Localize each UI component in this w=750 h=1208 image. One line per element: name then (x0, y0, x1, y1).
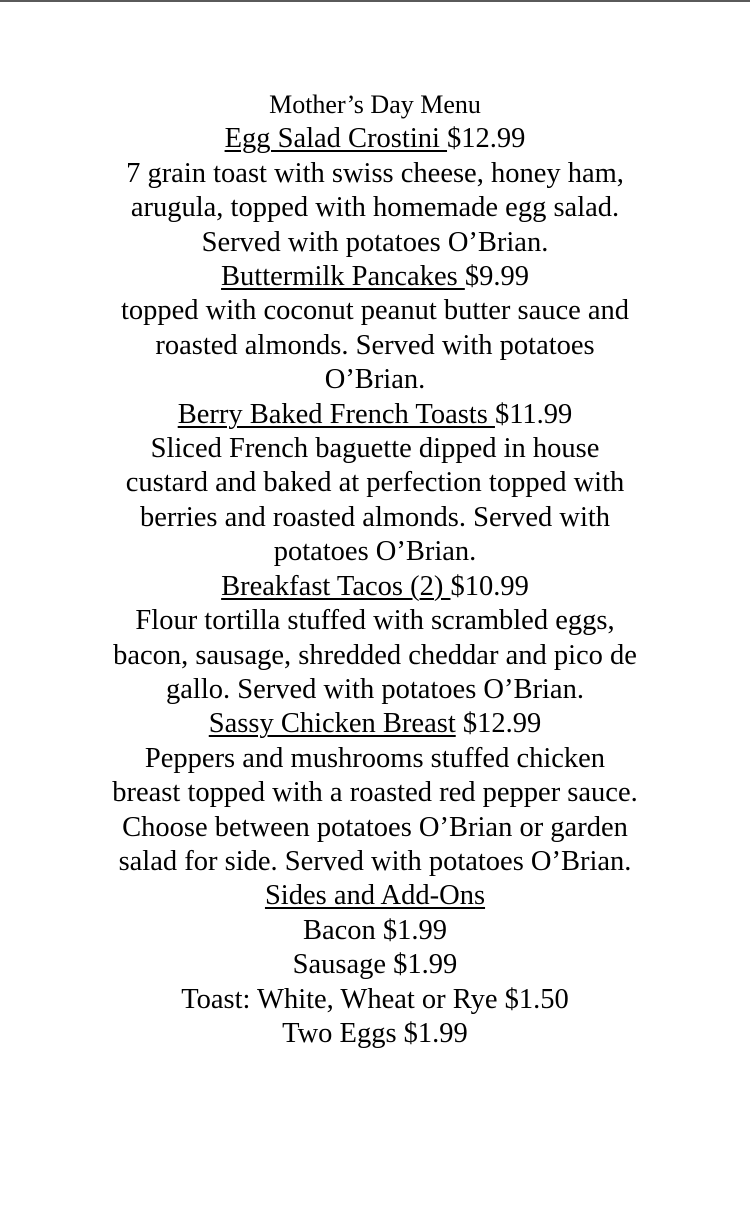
sides-section (0, 879, 750, 1051)
menu-item-egg-salad-crostini (0, 122, 750, 260)
item-heading (0, 570, 750, 604)
item-description-line: roasted almonds. Served with potatoes (155, 329, 595, 361)
menu (0, 88, 750, 1051)
item-description-line: 7 grain toast with swiss cheese, honey ham, (126, 157, 624, 189)
item-description-line: arugula, topped with homemade egg salad. (130, 192, 620, 224)
item-description-line: breast topped with a roasted red pepper sauce. (112, 777, 638, 809)
item-description-line: Sliced French baguette dipped in house (150, 433, 600, 465)
sides-heading-text: Sides and Add-Ons (264, 880, 486, 912)
side-item-toast: Toast: White, Wheat or Rye $1.50 (181, 983, 569, 1015)
menu-title: Mother’s Day Menu (269, 90, 481, 119)
item-name: Berry Baked French Toasts (177, 398, 495, 430)
item-description-line: O’Brian. (324, 364, 426, 396)
item-price: $12.99 (455, 708, 542, 740)
item-price: $10.99 (450, 570, 529, 602)
item-description-line: Choose between potatoes O’Brian or garden (122, 811, 628, 843)
item-description-line: potatoes O’Brian. (273, 536, 477, 568)
item-name: Sassy Chicken Breast (208, 708, 456, 740)
item-description-line: gallo. Served with potatoes O’Brian. (166, 673, 584, 705)
item-name: Breakfast Tacos (2) (221, 570, 451, 602)
item-price: $12.99 (447, 123, 526, 155)
item-name: Egg Salad Crostini (224, 123, 448, 155)
side-item-bacon: Bacon $1.99 (302, 914, 448, 946)
item-price: $11.99 (494, 398, 573, 430)
menu-item-sassy-chicken-breast (0, 707, 750, 879)
item-description-line: Flour tortilla stuffed with scrambled eggs, (135, 605, 615, 637)
item-price: $9.99 (464, 261, 529, 293)
item-name: Buttermilk Pancakes (221, 261, 465, 293)
item-description-line: salad for side. Served with potatoes O’Brian. (118, 845, 632, 877)
item-description-line: Peppers and mushrooms stuffed chicken (144, 742, 606, 774)
item-heading (0, 260, 750, 294)
item-description-line: bacon, sausage, shredded cheddar and pico de (113, 639, 637, 671)
side-item-sausage: Sausage $1.99 (292, 949, 458, 981)
item-description-line: topped with coconut peanut butter sauce and (120, 295, 630, 327)
top-border (0, 0, 750, 2)
item-description-line: Served with potatoes O’Brian. (201, 226, 549, 258)
menu-item-berry-baked-french-toasts (0, 398, 750, 570)
item-description-line: custard and baked at perfection topped with (125, 467, 625, 499)
item-heading (0, 707, 750, 741)
item-description-line: berries and roasted almonds. Served with (139, 501, 611, 533)
menu-item-breakfast-tacos (0, 570, 750, 708)
item-heading (0, 398, 750, 432)
item-heading (0, 122, 750, 156)
side-item-two-eggs: Two Eggs $1.99 (282, 1017, 468, 1049)
menu-item-buttermilk-pancakes (0, 260, 750, 398)
sides-heading (0, 879, 750, 913)
